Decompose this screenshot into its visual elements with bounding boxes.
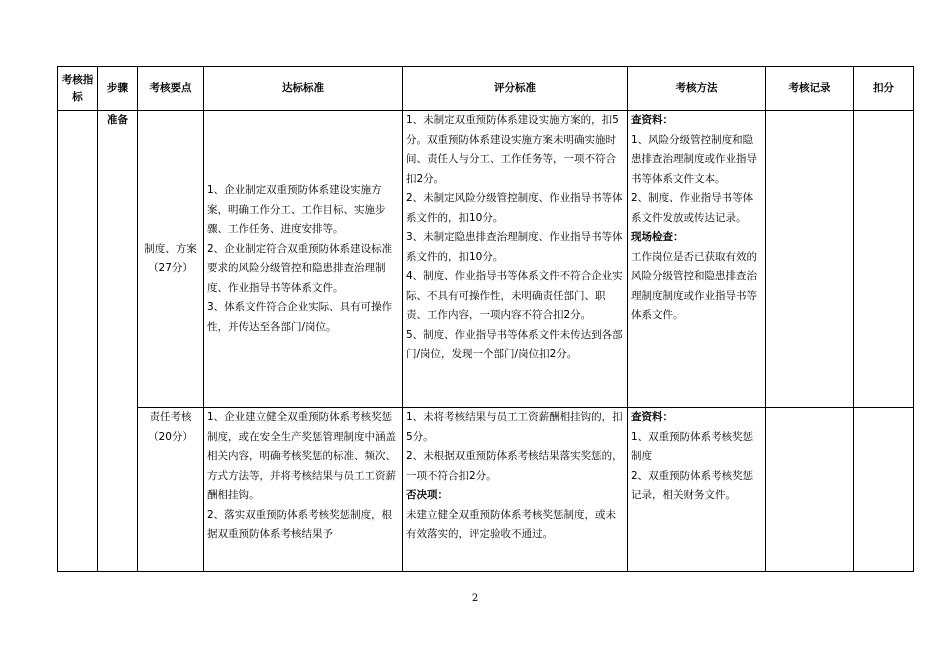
points-cell: [138, 408, 204, 572]
veto-title: 否决项：: [406, 489, 448, 501]
standard-item: 1、企业制定双重预防体系建设实施方案，明确工作分工、工作目标、实施步骤、工作任务、进度安排等。: [207, 184, 386, 235]
table-header-row: [58, 67, 914, 111]
method-title: 现场检查：: [631, 231, 684, 243]
scoring-item: 4、制度、作业指导书等体系文件不符合企业实际、不具有可操作性，未明确责任部门、职责、工作内容，一项内容不符合扣2分。: [406, 270, 623, 321]
point-name: 责任考核: [149, 411, 192, 423]
points-cell: [138, 111, 204, 408]
method-cell: [628, 408, 766, 572]
point-score: （20分）: [148, 430, 193, 443]
indicator-cell: [58, 111, 98, 572]
method-title: 查资料：: [631, 411, 673, 423]
header-standard: 达标标准: [204, 67, 403, 111]
point-score: （27分）: [148, 262, 193, 274]
method-item: 工作岗位是否已获取有效的风险分级管控和隐患排查治理制度制度或作业指导书等体系文件。: [631, 250, 757, 321]
assessment-table: [57, 66, 914, 572]
standard-item: 2、落实双重预防体系考核奖惩制度，根据双重预防体系考核结果予: [207, 508, 393, 540]
step-label: 准备: [107, 114, 128, 126]
method-item: 1、双重预防体系考核奖惩制度: [631, 430, 754, 462]
scoring-item: 2、未制定风险分级管控制度、作业指导书等体系文件的，扣10分。: [406, 192, 623, 224]
veto-text: 未建立健全双重预防体系考核奖惩制度，或未有效落实的，评定验收不通过。: [406, 508, 616, 540]
standard-cell: [204, 408, 403, 572]
scoring-item: 3、未制定隐患排查治理制度、作业指导书等体系文件的，扣10分。: [406, 231, 623, 263]
standard-item: 1、企业建立健全双重预防体系考核奖惩制度，或在安全生产奖惩管理制度中涵盖相关内容，明确考核奖惩的标准、频次、方式方法等，并将考核结果与员工工资薪酬相挂钩。: [207, 411, 396, 501]
scoring-cell: [403, 408, 628, 572]
standard-item: 2、企业制定符合双重预防体系建设标准要求的风险分级管控和隐患排查治理制度、作业指导书等体系文件。: [207, 242, 393, 294]
standard-item: 3、体系文件符合企业实际、具有可操作性，并传达至各部门/岗位。: [207, 301, 393, 333]
page-number: 2: [471, 593, 479, 604]
method-cell: [628, 111, 766, 408]
scoring-item: 1、未制定双重预防体系建设实施方案的，扣5分。双重预防体系建设实施方案未明确实施时间、责任人与分工、工作任务等，一项不符合扣2分。: [406, 114, 619, 185]
method-item: 2、制度、作业指导书等体系文件发放或传达记录。: [631, 192, 754, 224]
standard-cell: [204, 111, 403, 408]
header-scoring: 评分标准: [403, 67, 628, 111]
scoring-item: 5、制度、作业指导书等体系文件未传达到各部门/岗位，发现一个部门/岗位扣2分。: [406, 328, 623, 360]
record-cell: [766, 111, 854, 408]
record-cell: [766, 408, 854, 572]
header-step: 步骤: [98, 67, 138, 111]
method-item: 2、双重预防体系考核奖惩记录，相关财务文件。: [631, 469, 754, 501]
table-row: [58, 111, 914, 408]
scoring-item: 2、未根据双重预防体系考核结果落实奖惩的，一项不符合扣2分。: [406, 450, 623, 482]
table-row: [58, 408, 914, 572]
method-item: 1、风险分级管控制度和隐患排查治理制度或作业指导书等体系文件文本。: [631, 133, 757, 185]
deduct-cell: [854, 408, 914, 572]
method-title: 查资料：: [631, 114, 673, 126]
header-record: 考核记录: [766, 67, 854, 111]
header-deduct: 扣分: [854, 67, 914, 111]
step-cell: [98, 111, 138, 572]
scoring-cell: [403, 111, 628, 408]
point-name: 制度、方案: [144, 242, 197, 255]
header-method: 考核方法: [628, 67, 766, 111]
header-points: 考核要点: [138, 67, 204, 111]
scoring-item: 1、未将考核结果与员工工资薪酬相挂钩的，扣5分。: [406, 411, 623, 443]
deduct-cell: [854, 111, 914, 408]
header-indicator: 考核指标: [58, 67, 98, 111]
